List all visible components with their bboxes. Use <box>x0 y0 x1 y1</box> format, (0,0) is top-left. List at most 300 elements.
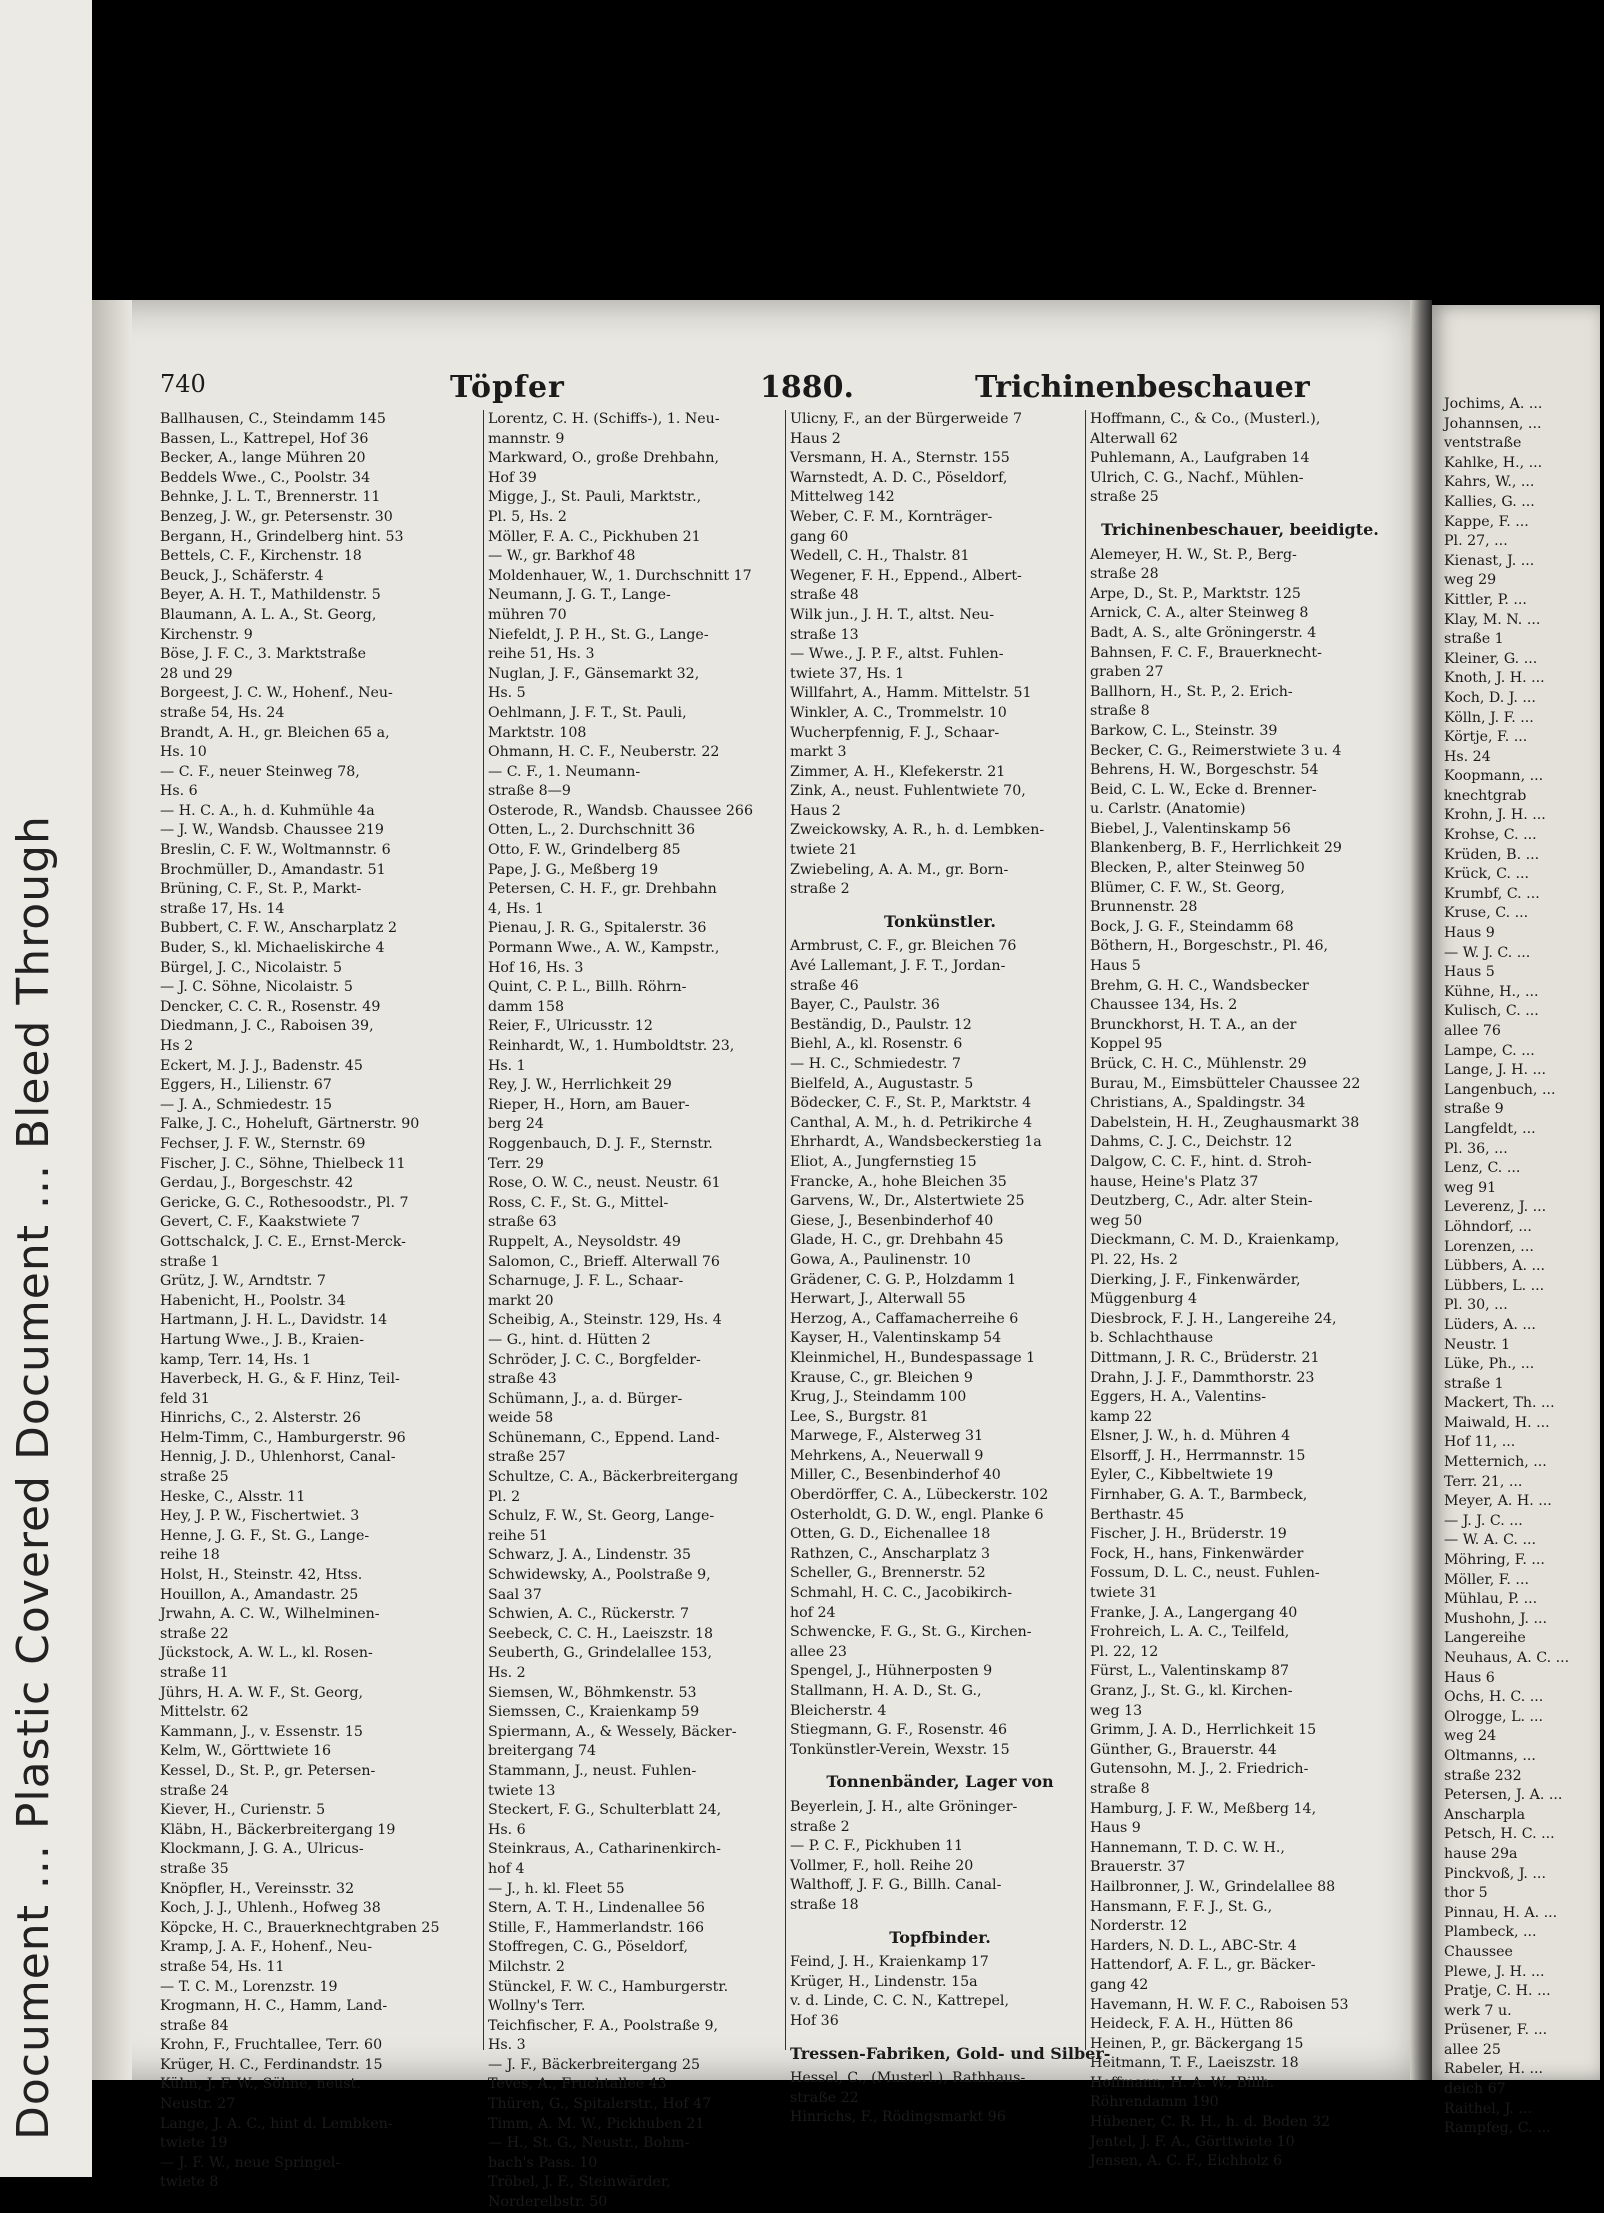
directory-entry: — J. C. Söhne, Nicolaistr. 5 <box>160 979 353 996</box>
directory-entry: Jensen, A. C. F., Eichholz 6 <box>1090 2153 1283 2170</box>
directory-entry: — P. C. F., Pickhuben 11 <box>790 1838 963 1855</box>
directory-entry: Prüsener, F. ... <box>1444 2022 1548 2039</box>
directory-entry: Milchstr. 2 <box>488 1958 565 1975</box>
directory-entry: Kahlke, H., ... <box>1444 454 1543 471</box>
directory-entry: Pratje, C. H. ... <box>1444 1983 1551 2000</box>
directory-entry: Ballhorn, H., St. P., 2. Erich- <box>1090 683 1293 700</box>
directory-entry: Hof 39 <box>488 469 537 486</box>
directory-column-4 <box>1090 410 1390 2172</box>
directory-entry: Schwarz, J. A., Lindenstr. 35 <box>488 1547 692 1564</box>
directory-entry: Fischer, J. H., Brüderstr. 19 <box>1090 1526 1287 1543</box>
directory-entry: Pinnau, H. A. ... <box>1444 1904 1558 1921</box>
directory-entry: Röhrendamm 190 <box>1090 2094 1219 2111</box>
directory-entry: Hinrichs, F., Rödingsmarkt 96 <box>790 2109 1006 2126</box>
header-title-left: Töpfer <box>450 370 565 405</box>
directory-entry: Lenz, C. ... <box>1444 1160 1521 1177</box>
directory-entry: — T. C. M., Lorenzstr. 19 <box>160 1978 338 1995</box>
directory-entry: Nuglan, J. F., Gänsemarkt 32, <box>488 665 700 682</box>
directory-entry: Löhndorf, ... <box>1444 1218 1532 1235</box>
directory-entry: Versmann, H. A., Sternstr. 155 <box>790 450 1010 467</box>
directory-entry: Stammann, J., neust. Fuhlen- <box>488 1762 697 1779</box>
directory-entry: Roggenbauch, D. J. F., Sternstr. <box>488 1135 713 1152</box>
directory-entry: Stern, A. T. H., Lindenallee 56 <box>488 1900 705 1917</box>
directory-entry: Fossum, D. L. C., neust. Fuhlen- <box>1090 1565 1320 1582</box>
directory-entry: Krohn, F., Fruchtallee, Terr. 60 <box>160 2037 383 2054</box>
directory-entry: Blankenberg, B. F., Herrlichkeit 29 <box>1090 840 1342 857</box>
directory-entry: Stünckel, F. W. C., Hamburgerstr. <box>488 1978 729 1995</box>
directory-entry: Hoffmann, C., & Co., (Musterl.), <box>1090 411 1321 427</box>
directory-entry: Gerdau, J., Borgeschstr. 42 <box>160 1175 354 1192</box>
directory-entry: Mühlau, P. ... <box>1444 1591 1538 1608</box>
directory-entry: straße 24 <box>160 1782 229 1799</box>
directory-entry: Hinrichs, C., 2. Alsterstr. 26 <box>160 1410 361 1427</box>
directory-entry: Langenbuch, ... <box>1444 1081 1556 1098</box>
directory-entry: Firnhaber, G. A. T., Barmbeck, <box>1090 1487 1308 1504</box>
directory-entry: Badt, A. S., alte Gröningerstr. 4 <box>1090 624 1317 641</box>
directory-entry: Koch, D. J. ... <box>1444 689 1536 706</box>
directory-entry: hof 4 <box>488 1860 525 1877</box>
directory-entry: straße 18 <box>790 1896 859 1913</box>
directory-entry: Fürst, L., Valentinskamp 87 <box>1090 1663 1289 1680</box>
directory-entry: Stoffregen, C. G., Pöseldorf, <box>488 1939 688 1956</box>
directory-entry: Bergann, H., Grindelberg hint. 53 <box>160 528 404 545</box>
column-divider <box>483 410 484 2050</box>
directory-entry: straße 25 <box>160 1469 229 1486</box>
directory-entry: Hof 36 <box>790 2012 839 2029</box>
directory-entry: Beständig, D., Paulstr. 12 <box>790 1016 972 1033</box>
directory-column-3 <box>790 410 1111 2128</box>
directory-entry: Ohmann, H. C. F., Neuberstr. 22 <box>488 744 720 761</box>
directory-entry: Lorentz, C. H. (Schiffs-), 1. Neu- <box>488 411 720 427</box>
directory-entry: Elsner, J. W., h. d. Mühren 4 <box>1090 1428 1291 1445</box>
directory-entry: Brück, C. H. C., Mühlenstr. 29 <box>1090 1056 1307 1072</box>
directory-entry: Leverenz, J. ... <box>1444 1199 1547 1216</box>
directory-entry: Garvens, W., Dr., Alstertwiete 25 <box>790 1193 1025 1210</box>
directory-entry: Hartung Wwe., J. B., Kraien- <box>160 1331 365 1348</box>
directory-entry: Markward, O., große Drehbahn, <box>488 450 719 467</box>
directory-entry: feld 31 <box>160 1390 210 1407</box>
directory-entry: Marwege, F., Alsterweg 31 <box>790 1428 984 1445</box>
directory-entry: u. Carlstr. (Anatomie) <box>1090 801 1246 818</box>
directory-entry: Langereihe <box>1444 1630 1526 1647</box>
directory-entry: Drahn, J. J. F., Dammthorstr. 23 <box>1090 1369 1315 1386</box>
directory-entry: Schümann, J., a. d. Bürger- <box>488 1390 683 1407</box>
directory-entry: straße 11 <box>160 1665 229 1681</box>
directory-entry: Migge, J., St. Pauli, Marktstr., <box>488 489 702 506</box>
directory-entry: Böse, J. F. C., 3. Marktstraße <box>160 646 367 663</box>
directory-entry: twiete 13 <box>488 1782 556 1799</box>
directory-entry: Armbrust, C. F., gr. Bleichen 76 <box>790 938 1017 955</box>
directory-entry: Mittelstr. 62 <box>160 1704 249 1721</box>
directory-entry: Jrwahn, A. C. W., Wilhelminen- <box>160 1606 380 1623</box>
directory-entry: Hof 16, Hs. 3 <box>488 959 584 976</box>
directory-entry: Bassen, L., Kattrepel, Hof 36 <box>160 430 369 447</box>
directory-entry: Hs. 1 <box>488 1057 526 1074</box>
directory-entry: Hamburg, J. F. W., Meßberg 14, <box>1090 1800 1317 1817</box>
directory-entry: twiete 8 <box>160 2174 219 2191</box>
directory-entry: kamp 22 <box>1090 1408 1153 1425</box>
directory-entry: Otten, G. D., Eichenallee 18 <box>790 1526 991 1543</box>
directory-entry: Saal 37 <box>488 1586 542 1603</box>
directory-entry: Bielfeld, A., Augustastr. 5 <box>790 1075 974 1092</box>
directory-entry: straße 1 <box>160 1253 220 1270</box>
directory-entry: Schünemann, C., Eppend. Land- <box>488 1429 720 1446</box>
directory-entry: Franke, J. A., Langergang 40 <box>1090 1604 1298 1621</box>
directory-entry: Pl. 5, Hs. 2 <box>488 508 567 525</box>
directory-entry: hause 29a <box>1444 1845 1518 1862</box>
directory-entry: Gottschalck, J. C. E., Ernst-Merck- <box>160 1233 406 1250</box>
directory-entry: Maiwald, H. ... <box>1444 1414 1550 1431</box>
directory-entry: Ruppelt, A., Neysoldstr. 49 <box>488 1233 681 1250</box>
directory-entry: Hof 11, ... <box>1444 1434 1516 1451</box>
directory-entry: Petsch, H. C. ... <box>1444 1826 1555 1843</box>
directory-entry: Moldenhauer, W., 1. Durchschnitt 17 <box>488 567 752 584</box>
directory-entry: Alterwall 62 <box>1090 430 1178 447</box>
directory-entry: Hs. 5 <box>488 685 526 702</box>
directory-entry: Beyer, A. H. T., Mathildenstr. 5 <box>160 587 381 604</box>
directory-entry: Heinen, P., gr. Bäckergang 15 <box>1090 2035 1304 2052</box>
directory-entry: Lange, J. A. C., hint d. Lembken- <box>160 2115 393 2132</box>
directory-entry: Arpe, D., St. P., Marktstr. 125 <box>1090 585 1301 602</box>
directory-entry: 28 und 29 <box>160 665 233 682</box>
directory-entry: — W. A. C. ... <box>1444 1532 1536 1549</box>
directory-entry: Wilk jun., J. H. T., altst. Neu- <box>790 606 995 623</box>
directory-entry: Dierking, J. F., Finkenwärder, <box>1090 1271 1301 1288</box>
directory-entry: Benzeg, J. W., gr. Petersenstr. 30 <box>160 508 393 525</box>
directory-entry: Beyerlein, J. H., alte Gröninger- <box>790 1798 1018 1815</box>
directory-entry: Francke, A., hohe Bleichen 35 <box>790 1173 1007 1190</box>
next-page-entries <box>1444 395 1604 2139</box>
directory-entry: Köpcke, H. C., Brauerknechtgraben 25 <box>160 1919 440 1936</box>
directory-entry: Seuberth, G., Grindelallee 153, <box>488 1645 712 1662</box>
directory-entry: Alemeyer, H. W., St. P., Berg- <box>1090 546 1297 563</box>
directory-entry: Bödecker, C. F., St. P., Marktstr. 4 <box>790 1095 1032 1112</box>
directory-entry: Canthal, A. M., h. d. Petrikirche 4 <box>790 1114 1033 1131</box>
directory-entry: weg 24 <box>1444 1728 1497 1745</box>
directory-entry: markt 3 <box>790 744 847 761</box>
header-year: 1880. <box>760 370 854 405</box>
directory-entry: straße 1 <box>1444 631 1504 648</box>
directory-entry: Buder, S., kl. Michaeliskirche 4 <box>160 940 385 957</box>
directory-entry: Dalgow, C. C. F., hint. d. Stroh- <box>1090 1153 1312 1170</box>
directory-entry: Ulrich, C. G., Nachf., Mühlen- <box>1090 469 1304 486</box>
directory-entry: deich 67 <box>1444 2081 1506 2098</box>
directory-entry: straße 9 <box>1444 1101 1504 1118</box>
directory-entry: Hs. 2 <box>488 1665 526 1681</box>
directory-entry: straße 28 <box>1090 566 1159 583</box>
directory-entry: Steckert, F. G., Schulterblatt 24, <box>488 1802 722 1819</box>
directory-entry: Herwart, J., Alterwall 55 <box>790 1291 966 1308</box>
directory-entry: Gevert, C. F., Kaakstwiete 7 <box>160 1214 360 1231</box>
directory-entry: Haus 5 <box>1090 958 1141 975</box>
directory-entry: Hs. 6 <box>160 783 198 800</box>
directory-entry: Möller, F. A. C., Pickhuben 21 <box>488 528 701 545</box>
directory-entry: Kessel, D., St. P., gr. Petersen- <box>160 1762 376 1779</box>
directory-entry: Otto, F. W., Grindelberg 85 <box>488 842 681 859</box>
directory-entry: Kleiner, G. ... <box>1444 650 1538 667</box>
directory-entry: v. d. Linde, C. C. N., Kattrepel, <box>790 1993 1009 2010</box>
directory-entry: straße 2 <box>790 1818 850 1835</box>
directory-entry: Kammann, J., v. Essenstr. 15 <box>160 1723 363 1740</box>
directory-entry: Giese, J., Besenbinderhof 40 <box>790 1212 994 1229</box>
directory-entry: Kulisch, C. ... <box>1444 1003 1539 1020</box>
directory-entry: Stille, F., Hammerlandstr. 166 <box>488 1919 705 1936</box>
directory-entry: Biehl, A., kl. Rosenstr. 6 <box>790 1036 963 1053</box>
directory-entry: Fischer, J. C., Söhne, Thielbeck 11 <box>160 1155 406 1172</box>
directory-entry: b. Schlachthause <box>1090 1330 1214 1347</box>
directory-entry: hause, Heine's Platz 37 <box>1090 1173 1259 1190</box>
directory-entry: gang 42 <box>1090 1976 1149 1993</box>
directory-entry: Miller, C., Besenbinderhof 40 <box>790 1467 1001 1484</box>
directory-entry: Hey, J. P. W., Fischertwiet. 3 <box>160 1508 360 1525</box>
directory-entry: Eliot, A., Jungfernstieg 15 <box>790 1153 977 1170</box>
directory-entry: Bayer, C., Paulstr. 36 <box>790 997 940 1014</box>
directory-entry: Walthoff, J. F. G., Billh. Canal- <box>790 1877 1002 1894</box>
directory-entry: Neuhaus, A. C. ... <box>1444 1650 1570 1666</box>
directory-entry: straße 2 <box>790 881 850 898</box>
directory-entry: Fechser, J. F. W., Sternstr. 69 <box>160 1135 366 1152</box>
directory-entry: Helm-Timm, C., Hamburgerstr. 96 <box>160 1429 406 1446</box>
directory-entry: Eyler, C., Kibbeltwiete 19 <box>1090 1467 1274 1484</box>
directory-entry: Brehm, G. H. C., Wandsbecker <box>1090 977 1309 994</box>
directory-entry: Salomon, C., Brieff. Alterwall 76 <box>488 1253 720 1270</box>
directory-entry: Krüger, H., Lindenstr. 15a <box>790 1973 978 1990</box>
directory-entry: Deutzberg, C., Adr. alter Stein- <box>1090 1193 1313 1210</box>
directory-entry: weg 13 <box>1090 1702 1143 1719</box>
directory-entry: Kleinmichel, H., Bundespassage 1 <box>790 1349 1036 1366</box>
directory-entry: Kahrs, W., ... <box>1444 474 1535 491</box>
directory-entry: Scheibig, A., Steinstr. 129, Hs. 4 <box>488 1312 722 1329</box>
directory-entry: Rathzen, C., Anscharplatz 3 <box>790 1545 990 1562</box>
directory-entry: Hessel, C., (Musterl.), Rathhaus- <box>790 2070 1026 2087</box>
directory-entry: gang 60 <box>790 528 849 545</box>
directory-entry: Kühne, H., ... <box>1444 983 1539 1000</box>
directory-entry: damm 158 <box>488 998 565 1015</box>
directory-entry: Grädener, C. G. P., Holzdamm 1 <box>790 1271 1017 1288</box>
directory-entry: Holst, H., Steinstr. 42, Htss. <box>160 1567 363 1584</box>
directory-entry: Vollmer, F., holl. Reihe 20 <box>790 1857 974 1874</box>
directory-entry: straße 84 <box>160 2017 229 2034</box>
directory-entry: Chaussee <box>1444 1943 1513 1960</box>
directory-entry: Krüden, B. ... <box>1444 846 1540 863</box>
directory-entry: — J. A., Schmiedestr. 15 <box>160 1096 333 1113</box>
directory-entry: Plewe, J. H. ... <box>1444 1963 1545 1980</box>
directory-entry: weg 50 <box>1090 1212 1143 1229</box>
directory-entry: Schulz, F. W., St. Georg, Lange- <box>488 1508 715 1525</box>
directory-entry: Mushohn, J. ... <box>1444 1610 1548 1627</box>
directory-entry: Schmahl, H. C. C., Jacobikirch- <box>790 1585 1013 1602</box>
directory-entry: Bettels, C. F., Kirchenstr. 18 <box>160 548 362 565</box>
directory-entry: straße 8 <box>1090 703 1150 720</box>
directory-entry: straße 232 <box>1444 1767 1522 1784</box>
directory-entry: Schwien, A. C., Rückerstr. 7 <box>488 1606 689 1623</box>
directory-entry: Eggers, H. A., Valentins- <box>1090 1389 1267 1406</box>
directory-entry: Siemsen, W., Böhmkenstr. 53 <box>488 1684 697 1701</box>
directory-entry: Oltmanns, ... <box>1444 1747 1536 1764</box>
directory-entry: straße 46 <box>790 977 859 994</box>
directory-entry: straße 22 <box>790 2089 859 2106</box>
directory-entry: straße 8 <box>1090 1780 1150 1797</box>
directory-entry: Stallmann, H. A. D., St. G., <box>790 1683 982 1699</box>
directory-entry: Jückstock, A. W. L., kl. Rosen- <box>160 1645 373 1662</box>
directory-entry: Brandt, A. H., gr. Bleichen 65 a, <box>160 724 390 741</box>
page-edge <box>92 300 132 2080</box>
directory-entry: Kayser, H., Valentinskamp 54 <box>790 1330 1002 1347</box>
directory-entry: twiete 37, Hs. 1 <box>790 665 905 682</box>
directory-entry: Krug, J., Steindamm 100 <box>790 1389 967 1406</box>
directory-entry: Diedmann, J. C., Raboisen 39, <box>160 1018 374 1035</box>
directory-entry: Meyer, A. H. ... <box>1444 1493 1552 1510</box>
directory-entry: Koch, J. J., Uhlenh., Hofweg 38 <box>160 1900 381 1917</box>
directory-entry: Glade, H. C., gr. Drehbahn 45 <box>790 1232 1004 1249</box>
directory-entry: straße 17, Hs. 14 <box>160 900 285 917</box>
directory-entry: Ehrhardt, A., Wandsbeckerstieg 1a <box>790 1134 1042 1151</box>
directory-entry: straße 63 <box>488 1214 557 1231</box>
directory-entry: Granz, J., St. G., kl. Kirchen- <box>1090 1683 1293 1699</box>
directory-entry: werk 7 u. <box>1444 2002 1512 2019</box>
directory-entry: Brunckhorst, H. T. A., an der <box>1090 1016 1297 1033</box>
header-title-right: Trichinenbeschauer <box>975 370 1310 405</box>
directory-entry: Hattendorf, A. F. L., gr. Bäcker- <box>1090 1957 1316 1974</box>
directory-entry: mühren 70 <box>488 606 567 623</box>
section-heading: Tonnenbänder, Lager von <box>826 1772 1054 1792</box>
directory-entry: Pl. 22, Hs. 2 <box>1090 1251 1178 1268</box>
directory-entry: Johannsen, ... <box>1444 415 1542 432</box>
directory-entry: Lüke, Ph., ... <box>1444 1356 1535 1373</box>
directory-entry: Brauerstr. 37 <box>1090 1859 1186 1876</box>
directory-entry: Lee, S., Burgstr. 81 <box>790 1408 929 1425</box>
directory-entry: — C. F., neuer Steinweg 78, <box>160 763 360 780</box>
directory-entry: Osterholdt, G. D. W., engl. Planke 6 <box>790 1506 1044 1523</box>
directory-entry: Pormann Wwe., A. W., Kampstr., <box>488 940 720 957</box>
directory-entry: Blümer, C. F. W., St. Georg, <box>1090 879 1285 896</box>
directory-entry: Reinhardt, W., 1. Humboldtstr. 23, <box>488 1038 735 1054</box>
directory-entry: Pl. 27, ... <box>1444 533 1508 550</box>
directory-entry: straße 48 <box>790 587 859 604</box>
directory-entry: Herzog, A., Caffamacherreihe 6 <box>790 1310 1019 1327</box>
directory-entry: Teichfischer, F. A., Poolstraße 9, <box>488 2017 719 2034</box>
directory-entry: kamp, Terr. 14, Hs. 1 <box>160 1351 312 1368</box>
directory-entry: Hannemann, T. D. C. W. H., <box>1090 1839 1285 1856</box>
directory-entry: — H., St. G., Neustr., Bohm- <box>488 2135 690 2152</box>
directory-entry: mannstr. 9 <box>488 430 565 447</box>
directory-entry: — H. C., Schmiedestr. 7 <box>790 1056 961 1072</box>
side-strip <box>0 0 92 2177</box>
directory-entry: straße 22 <box>160 1625 229 1642</box>
directory-entry: reihe 51, Hs. 3 <box>488 646 595 663</box>
directory-entry: Lange, J. H. ... <box>1444 1062 1547 1079</box>
directory-entry: Rampfeg, C. ... <box>1444 2120 1551 2137</box>
directory-entry: Terr. 29 <box>488 1155 544 1172</box>
directory-entry: Ulicny, F., an der Bürgerweide 7 <box>790 411 1022 427</box>
directory-entry: — J. W., Wandsb. Chaussee 219 <box>160 822 384 839</box>
directory-entry: Spengel, J., Hühnerposten 9 <box>790 1663 993 1680</box>
directory-entry: Krause, C., gr. Bleichen 9 <box>790 1369 973 1386</box>
directory-entry: Warnstedt, A. D. C., Pöseldorf, <box>790 469 1008 486</box>
directory-entry: Hs. 10 <box>160 744 207 761</box>
directory-entry: Scheller, G., Brennerstr. 52 <box>790 1565 986 1582</box>
directory-entry: Bubbert, C. F. W., Anscharplatz 2 <box>160 920 398 937</box>
directory-entry: Haus 9 <box>1444 925 1495 942</box>
directory-entry: Zweickowsky, A. R., h. d. Lembken- <box>790 822 1045 839</box>
directory-entry: Schultze, C. A., Bäckerbreitergang <box>488 1469 739 1486</box>
directory-entry: Haus 2 <box>790 802 841 819</box>
directory-entry: Haus 5 <box>1444 964 1495 981</box>
directory-entry: Neustr. 1 <box>1444 1336 1511 1353</box>
directory-entry: allee 25 <box>1444 2041 1501 2058</box>
directory-entry: Dencker, C. C. R., Rosenstr. 49 <box>160 998 381 1015</box>
directory-entry: Kallies, G. ... <box>1444 493 1535 510</box>
directory-entry: Barkow, C. L., Steinstr. 39 <box>1090 722 1278 739</box>
directory-entry: Elsorff, J. H., Herrmannstr. 15 <box>1090 1447 1306 1464</box>
directory-entry: hof 24 <box>790 1604 836 1621</box>
directory-entry: — J. F. W., neue Springel- <box>160 2154 341 2171</box>
directory-entry: Mackert, Th. ... <box>1444 1395 1555 1412</box>
directory-entry: Brüning, C. F., St. P., Markt- <box>160 881 362 898</box>
directory-entry: Mittelweg 142 <box>790 489 895 506</box>
page-number: 740 <box>160 370 206 398</box>
directory-entry: Blecken, P., alter Steinweg 50 <box>1090 860 1305 877</box>
directory-entry: allee 23 <box>790 1643 847 1660</box>
section-heading: Tonkünstler. <box>884 911 996 931</box>
directory-entry: Olrogge, L. ... <box>1444 1708 1544 1725</box>
directory-entry: — H. C. A., h. d. Kuhmühle 4a <box>160 802 375 819</box>
directory-entry: — J., h. kl. Fleet 55 <box>488 1880 625 1897</box>
directory-entry: Rabeler, H. ... <box>1444 2061 1544 2078</box>
directory-entry: Müggenburg 4 <box>1090 1291 1197 1308</box>
directory-entry: Hübener, C. R. H., h. d. Boden 32 <box>1090 2114 1331 2131</box>
directory-entry: Klockmann, J. G. A., Ulricus- <box>160 1841 364 1858</box>
directory-entry: Berthastr. 45 <box>1090 1506 1185 1523</box>
directory-entry: Zink, A., neust. Fuhlentwiete 70, <box>790 783 1026 800</box>
directory-entry: Grütz, J. W., Arndtstr. 7 <box>160 1273 326 1290</box>
directory-entry: Metternich, ... <box>1444 1454 1547 1471</box>
directory-entry: Terr. 21, ... <box>1444 1473 1523 1490</box>
directory-entry: weg 29 <box>1444 572 1497 589</box>
side-strip-text: Document ... Plastic Covered Document ... Bleed Through <box>8 815 59 2140</box>
directory-entry: Hartmann, J. H. L., Davidstr. 14 <box>160 1312 388 1329</box>
directory-entry: Ochs, H. C. ... <box>1444 1689 1544 1706</box>
directory-entry: Krogmann, H. C., Hamm, Land- <box>160 1998 388 2015</box>
directory-entry: Knoth, J. H. ... <box>1444 670 1545 687</box>
directory-entry: Steinkraus, A., Catharinenkirch- <box>488 1841 721 1858</box>
directory-column-2 <box>488 410 788 2213</box>
directory-entry: — J. J. C. ... <box>1444 1512 1523 1529</box>
directory-entry: Pl. 2 <box>488 1488 521 1505</box>
directory-entry: Hailbronner, J. W., Grindelallee 88 <box>1090 1878 1336 1895</box>
directory-entry: twiete 19 <box>160 2135 228 2152</box>
directory-entry: Brochmüller, D., Amandastr. 51 <box>160 861 386 878</box>
directory-entry: Winkler, A. C., Trommelstr. 10 <box>790 704 1007 721</box>
directory-entry: Norderelbstr. 50 <box>488 2194 608 2211</box>
directory-entry: Pl. 22, 12 <box>1090 1643 1159 1660</box>
directory-entry: Kittler, P. ... <box>1444 591 1527 608</box>
directory-entry: markt 20 <box>488 1292 554 1309</box>
directory-entry: Breslin, C. F. W., Woltmannstr. 6 <box>160 842 391 859</box>
directory-entry: Grimm, J. A. D., Herrlichkeit 15 <box>1090 1722 1317 1739</box>
directory-entry: straße 1 <box>1444 1375 1504 1392</box>
directory-entry: Oberdörffer, C. A., Lübeckerstr. 102 <box>790 1487 1049 1504</box>
directory-entry: Ross, C. F., St. G., Mittel- <box>488 1194 669 1211</box>
directory-entry: — Wwe., J. P. F., altst. Fuhlen- <box>790 646 1004 663</box>
directory-entry: Rey, J. W., Herrlichkeit 29 <box>488 1077 672 1094</box>
page-header <box>160 370 1380 410</box>
directory-entry: Thüren, G., Spitalerstr., Hof 47 <box>488 2096 712 2113</box>
directory-entry: Stiegmann, G. F., Rosenstr. 46 <box>790 1722 1007 1739</box>
directory-entry: straße 43 <box>488 1371 557 1388</box>
directory-entry: Haus 9 <box>1090 1820 1141 1837</box>
directory-entry: Dieckmann, C. M. D., Kraienkamp, <box>1090 1232 1340 1249</box>
